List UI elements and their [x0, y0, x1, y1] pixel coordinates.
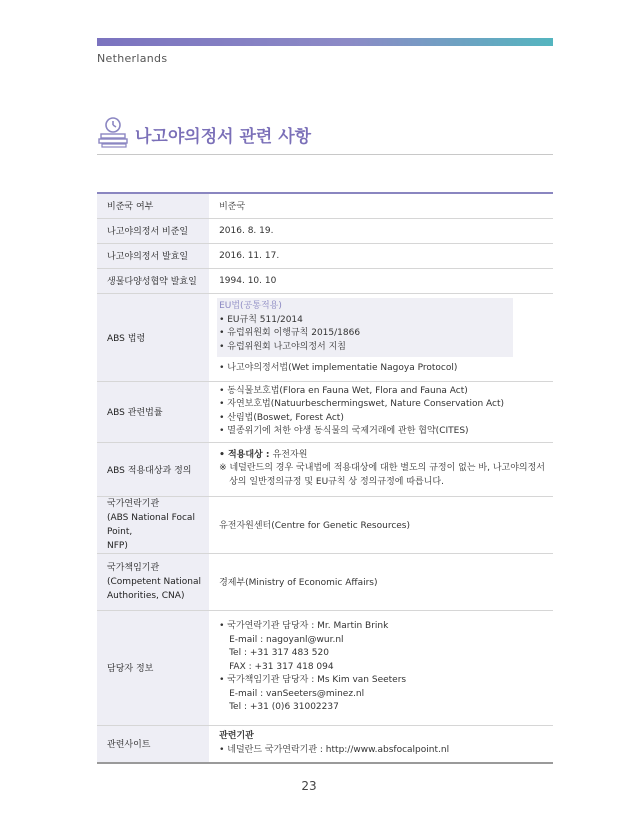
list-item: • 멸종위기에 처한 야생 동식물의 국제거래에 관한 협약(CITES) — [219, 426, 469, 436]
row-label: ABS 법령 — [97, 293, 209, 381]
book-stack-icon — [97, 112, 129, 148]
table-row — [97, 218, 553, 243]
row-label: ABS 적용대상과 정의 — [97, 442, 209, 496]
row-label: 관련사이트 — [97, 725, 209, 763]
table-row — [97, 268, 553, 293]
list-item: • 산림법(Boswet, Forest Act) — [219, 412, 344, 423]
row-value — [209, 610, 553, 725]
contact-line: FAX : +31 317 418 094 — [229, 661, 334, 672]
table-row — [97, 442, 553, 496]
table-row — [97, 496, 553, 553]
note-line: 상의 일반정의규정 및 EU규칙 상 정의규정에 따릅니다. — [229, 476, 444, 487]
row-label: 생물다양성협약 발효일 — [97, 268, 209, 293]
row-label — [97, 553, 209, 610]
eu-law-title: EU법(공통적용) — [219, 301, 282, 312]
table-row — [97, 610, 553, 725]
label-line: Authorities, CNA) — [107, 590, 185, 601]
contact-line: Tel : +31 317 483 520 — [229, 648, 329, 659]
list-item: • 유럽위원회 나고야의정서 지침 — [219, 341, 346, 352]
section-title: 나고야의정서 관련 사항 — [135, 127, 312, 147]
row-value — [209, 442, 553, 496]
contact-line: • 국가연락기관 담당자 : Mr. Martin Brink — [219, 621, 389, 632]
row-label: 나고야의정서 발효일 — [97, 243, 209, 268]
page-number: 23 — [301, 779, 317, 793]
row-label: ABS 관련법률 — [97, 381, 209, 442]
row-label: 나고야의정서 비준일 — [97, 218, 209, 243]
row-value: 1994. 10. 10 — [209, 268, 553, 293]
label-line: (Competent National — [107, 576, 201, 587]
row-value — [209, 725, 553, 763]
row-value: 유전자원센터(Centre for Genetic Resources) — [209, 496, 553, 553]
row-value: 2016. 8. 19. — [209, 218, 553, 243]
row-value: 경제부(Ministry of Economic Affairs) — [209, 553, 553, 610]
header-accent-bar — [97, 38, 553, 46]
scope-line — [219, 449, 545, 463]
row-label — [97, 496, 209, 553]
table-row — [97, 725, 553, 763]
row-value — [209, 293, 553, 381]
table-row — [97, 193, 553, 218]
table-row — [97, 553, 553, 610]
label-line: 국가연락기관 — [107, 498, 160, 509]
section-header — [97, 112, 553, 155]
label-line: (ABS National Focal Point, — [107, 512, 195, 537]
contact-line: Tel : +31 (0)6 31002237 — [229, 702, 339, 713]
site-link[interactable]: • 네덜란드 국가연락기관 : http://www.absfocalpoint.nl — [219, 744, 450, 755]
note-line: ※ 네덜란드의 경우 국내법에 적용대상에 대한 별도의 규정이 없는 바, 나고야의정서 — [219, 463, 545, 474]
label-line: NFP) — [107, 540, 128, 551]
list-item: • 유럽위원회 이행규칙 2015/1866 — [219, 328, 361, 339]
row-value: 비준국 — [209, 193, 553, 218]
row-label: 담당자 정보 — [97, 610, 209, 725]
row-label: 비준국 여부 — [97, 193, 209, 218]
contact-line: E-mail : vanSeeters@minez.nl — [229, 688, 365, 699]
table-row — [97, 243, 553, 268]
contact-line: • 국가책임기관 담당자 : Ms Kim van Seeters — [219, 675, 407, 686]
row-value: 2016. 11. 17. — [209, 243, 553, 268]
scope-value: 유전자원 — [272, 449, 308, 460]
nagoya-info-table — [97, 192, 553, 764]
eu-law-box — [217, 298, 513, 357]
sites-heading: 관련기관 — [219, 731, 254, 742]
scope-label: • 적용대상 : — [219, 449, 273, 460]
list-item: • 동식물보호법(Flora en Fauna Wet, Flora and Fauna Act) — [219, 385, 468, 396]
table-row — [97, 293, 553, 381]
list-item: • 자연보호법(Natuurbeschermingswet, Nature Conservation Act) — [219, 399, 505, 409]
list-item: • EU규칙 511/2014 — [219, 314, 303, 325]
list-item: • 나고야의정서법(Wet implementatie Nagoya Protocol) — [219, 363, 458, 374]
label-line: 국가책임기관 — [107, 562, 160, 573]
row-value — [209, 381, 553, 442]
table-row — [97, 381, 553, 442]
country-name: Netherlands — [97, 52, 168, 65]
contact-line: E-mail : nagoyanl@wur.nl — [229, 634, 344, 645]
